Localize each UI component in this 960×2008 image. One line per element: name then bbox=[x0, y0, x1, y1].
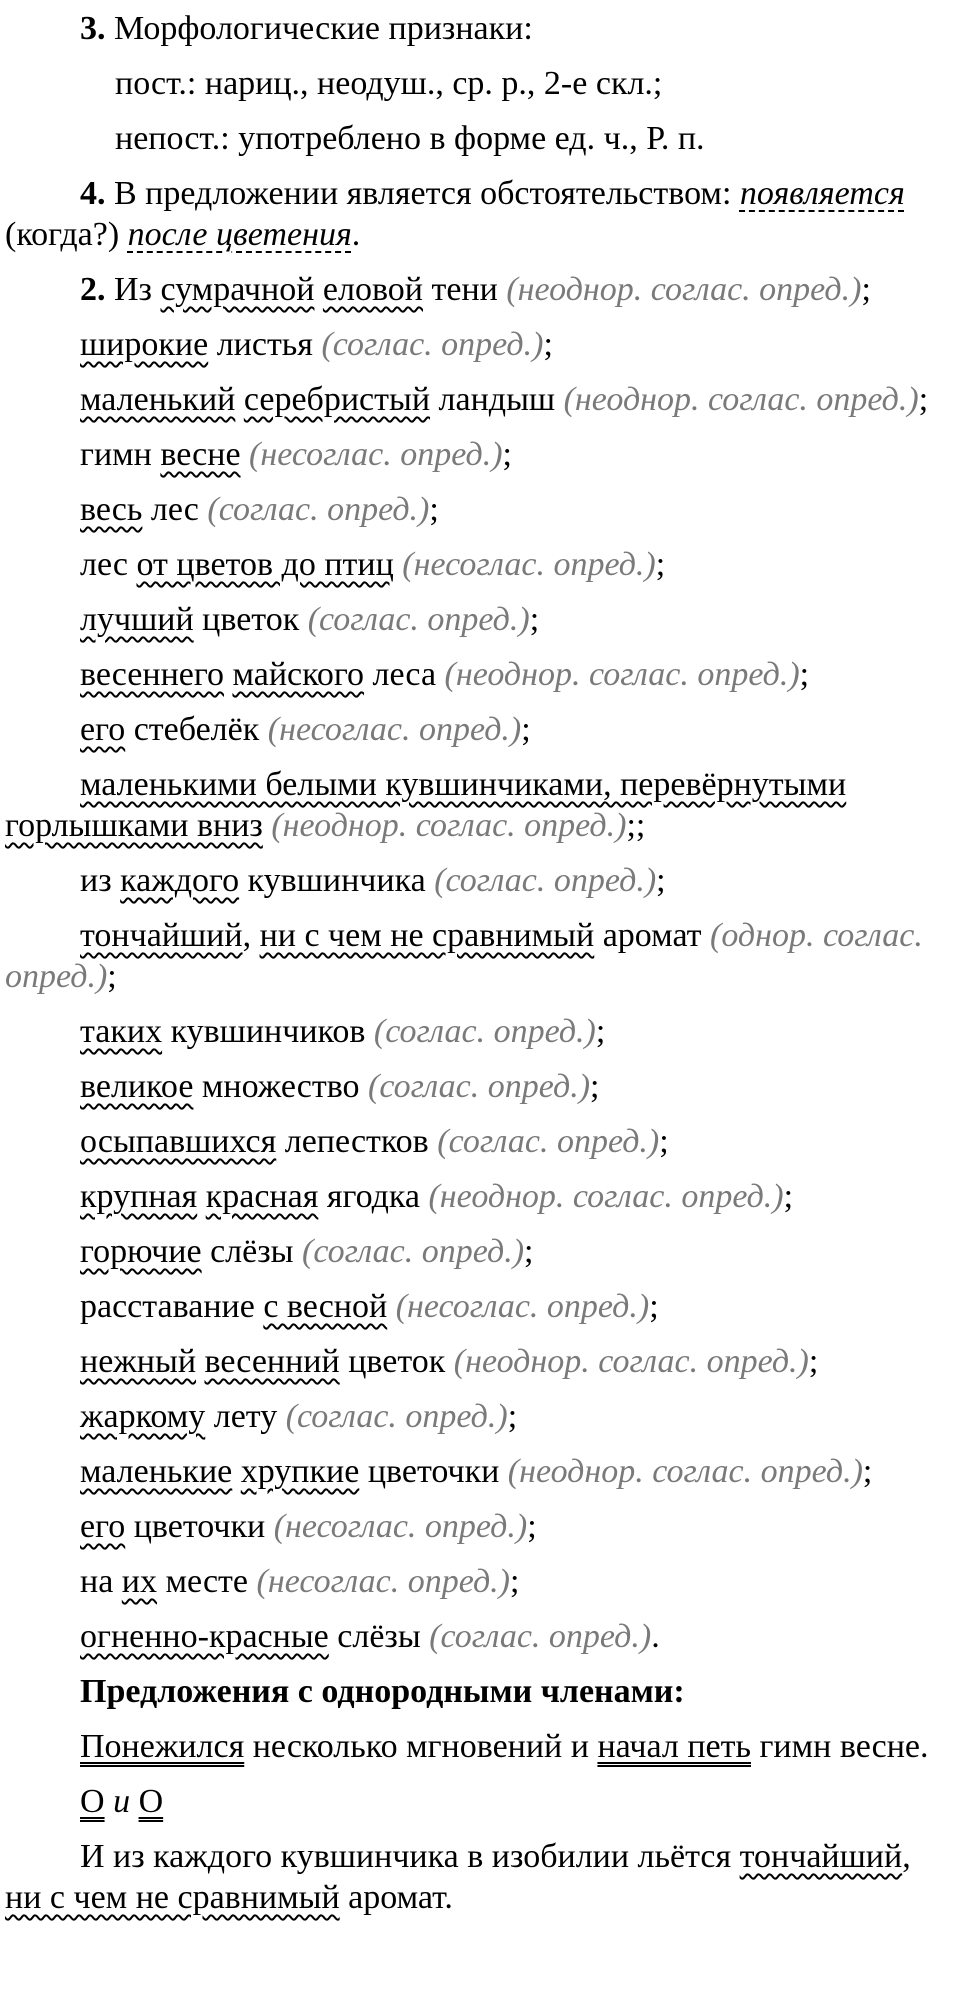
attribute-item bbox=[5, 1066, 952, 1107]
grammar-note: (несоглас. опред.) bbox=[267, 711, 522, 748]
grammar-note: (соглас. опред.) bbox=[307, 601, 530, 638]
section4-phrase: после цветения bbox=[127, 216, 352, 253]
sentence-1-end: гимн весне. bbox=[750, 1728, 929, 1765]
scheme-conj: и bbox=[104, 1783, 139, 1820]
plain-text bbox=[232, 1453, 241, 1490]
underlined-word: майского bbox=[232, 656, 365, 693]
item-end: ; bbox=[656, 862, 666, 899]
underlined-word: его bbox=[80, 1508, 126, 1545]
attribute-item bbox=[5, 1176, 952, 1217]
plain-text: тени bbox=[423, 271, 507, 308]
grammar-note: (неоднор. соглас. опред.) bbox=[444, 656, 800, 693]
plain-text: на bbox=[80, 1563, 122, 1600]
attribute-item bbox=[5, 915, 952, 997]
underlined-word: лучший bbox=[80, 601, 194, 638]
grammar-note: (однор. соглас. опред.) bbox=[5, 917, 923, 995]
grammar-note: (неоднор. соглас. опред.) bbox=[506, 271, 862, 308]
item-end: ; bbox=[655, 546, 666, 583]
underlined-word: от цветов до птиц bbox=[136, 546, 394, 583]
item-end: ; bbox=[527, 1508, 537, 1545]
sentence-1-middle: несколько мгновений и bbox=[244, 1728, 598, 1765]
homogeneous-sentence-1 bbox=[5, 1726, 952, 1767]
section4-question: (когда?) bbox=[5, 216, 120, 253]
plain-text bbox=[394, 546, 403, 583]
attribute-item bbox=[5, 709, 952, 750]
plain-text: цветочки bbox=[359, 1453, 508, 1490]
plain-text bbox=[314, 271, 323, 308]
attribute-item bbox=[5, 1121, 952, 1162]
plain-text: лету bbox=[205, 1398, 286, 1435]
plain-text: слёзы bbox=[328, 1618, 430, 1655]
item-end: ; bbox=[524, 1233, 534, 1270]
plain-text: Из bbox=[114, 271, 161, 308]
grammar-note: (соглас. опред.) bbox=[302, 1233, 525, 1270]
attribute-1: тончайший bbox=[739, 1838, 903, 1875]
underlined-word: весенний bbox=[204, 1343, 340, 1380]
section2-number: 2. bbox=[80, 271, 106, 308]
attribute-item bbox=[5, 1341, 952, 1382]
underlined-word: крупная bbox=[80, 1178, 198, 1215]
underlined-word: горючие bbox=[80, 1233, 202, 1270]
plain-text: стебелёк bbox=[125, 711, 268, 748]
attribute-item bbox=[5, 269, 952, 310]
grammar-note: (неоднор. соглас. опред.) bbox=[453, 1343, 809, 1380]
grammar-note: (соглас. опред.) bbox=[429, 1618, 652, 1655]
section3-variable-features: непост.: употреблено в форме ед. ч., Р. п. bbox=[115, 120, 705, 157]
section3-constant-features: пост.: нариц., неодуш., ср. р., 2-е скл.; bbox=[115, 65, 663, 102]
underlined-word: великое bbox=[80, 1068, 194, 1105]
plain-text: из bbox=[80, 862, 121, 899]
plain-text: аромат bbox=[594, 917, 711, 954]
sentence-2-sep: , bbox=[902, 1838, 911, 1875]
plain-text bbox=[241, 436, 250, 473]
item-end: ; bbox=[107, 958, 117, 995]
grammar-note: (неоднор. соглас. опред.) bbox=[271, 807, 627, 844]
plain-text bbox=[235, 381, 244, 418]
item-end: ;; bbox=[626, 807, 646, 844]
underlined-word: нежный bbox=[80, 1343, 197, 1380]
underlined-word: серебристый bbox=[243, 381, 431, 418]
attribute-item bbox=[5, 1561, 952, 1602]
grammar-note: (соглас. опред.) bbox=[368, 1068, 591, 1105]
item-end: ; bbox=[521, 711, 531, 748]
grammar-note: (соглас. опред.) bbox=[321, 326, 544, 363]
grammar-note: (соглас. опред.) bbox=[373, 1013, 596, 1050]
underlined-word: с весной bbox=[263, 1288, 388, 1325]
section4-number: 4. bbox=[80, 175, 106, 212]
section3-heading bbox=[5, 8, 952, 49]
plain-text bbox=[196, 1343, 205, 1380]
grammar-note: (соглас. опред.) bbox=[437, 1123, 660, 1160]
attribute-item bbox=[5, 434, 952, 475]
grammar-note: (несоглас. опред.) bbox=[256, 1563, 510, 1600]
plain-text: кувшинчиков bbox=[162, 1013, 374, 1050]
sentence-2-end: аромат. bbox=[339, 1879, 453, 1916]
attribute-list bbox=[5, 269, 952, 1657]
underlined-word: ни с чем не сравнимый bbox=[259, 917, 595, 954]
homogeneous-heading-text: Предложения с однородными членами: bbox=[80, 1673, 685, 1710]
attribute-item bbox=[5, 379, 952, 420]
plain-text: гимн bbox=[80, 436, 161, 473]
item-end: ; bbox=[510, 1563, 520, 1600]
grammar-note: (соглас. опред.) bbox=[207, 491, 430, 528]
plain-text: листья bbox=[208, 326, 322, 363]
underlined-word: огненно-красные bbox=[80, 1618, 329, 1655]
plain-text: лепестков bbox=[276, 1123, 438, 1160]
item-end: ; bbox=[783, 1178, 794, 1215]
grammar-note: (соглас. опред.) bbox=[434, 862, 657, 899]
section4-end: . bbox=[351, 216, 361, 253]
scheme-o2: О bbox=[138, 1783, 164, 1820]
underlined-word: маленькие bbox=[80, 1453, 233, 1490]
section4-text: В предложении является обстоятельством: bbox=[114, 175, 732, 212]
item-end: . bbox=[651, 1618, 660, 1655]
underlined-word: тончайший bbox=[80, 917, 243, 954]
underlined-word: маленькими белыми кувшинчиками, перевёрнутыми горлышками вниз bbox=[5, 766, 847, 844]
attribute-item bbox=[5, 324, 952, 365]
attribute-item bbox=[5, 1506, 952, 1547]
section4-paragraph bbox=[5, 173, 952, 255]
underlined-word: их bbox=[121, 1563, 157, 1600]
plain-text: ландыш bbox=[430, 381, 564, 418]
scheme-o1: О bbox=[80, 1783, 105, 1820]
item-end: ; bbox=[862, 1453, 873, 1490]
homogeneous-heading bbox=[5, 1671, 952, 1712]
item-end: ; bbox=[659, 1123, 669, 1160]
grammar-note: (неоднор. соглас. опред.) bbox=[428, 1178, 784, 1215]
item-end: ; bbox=[799, 656, 810, 693]
item-end: ; bbox=[502, 436, 512, 473]
attribute-item bbox=[5, 544, 952, 585]
plain-text: лес bbox=[80, 546, 137, 583]
attribute-item bbox=[5, 860, 952, 901]
attribute-item bbox=[5, 1396, 952, 1437]
section4-verb: появляется bbox=[739, 175, 905, 212]
grammar-note: (неоднор. соглас. опред.) bbox=[507, 1453, 863, 1490]
attribute-item bbox=[5, 1286, 952, 1327]
predicate-2: начал петь bbox=[597, 1728, 751, 1765]
plain-text: расставание bbox=[80, 1288, 264, 1325]
plain-text: цветочки bbox=[125, 1508, 274, 1545]
attribute-item bbox=[5, 599, 952, 640]
section3-number: 3. bbox=[80, 10, 106, 47]
item-end: ; bbox=[649, 1288, 659, 1325]
attribute-item bbox=[5, 1011, 952, 1052]
plain-text: , bbox=[242, 917, 260, 954]
underlined-word: широкие bbox=[80, 326, 209, 363]
plain-text: цветок bbox=[339, 1343, 454, 1380]
plain-text bbox=[387, 1288, 396, 1325]
underlined-word: его bbox=[80, 711, 126, 748]
underlined-word: еловой bbox=[322, 271, 423, 308]
plain-text: ягодка bbox=[318, 1178, 429, 1215]
plain-text: леса bbox=[364, 656, 445, 693]
homogeneous-scheme bbox=[5, 1781, 952, 1822]
item-end: ; bbox=[529, 601, 540, 638]
underlined-word: таких bbox=[80, 1013, 163, 1050]
plain-text: цветок bbox=[193, 601, 308, 638]
grammar-note: (несоглас. опред.) bbox=[402, 546, 656, 583]
underlined-word: сумрачной bbox=[160, 271, 315, 308]
plain-text: месте bbox=[157, 1563, 257, 1600]
section3-title: Морфологические признаки: bbox=[114, 10, 533, 47]
attribute-item bbox=[5, 654, 952, 695]
attribute-item bbox=[5, 764, 952, 846]
grammar-note: (соглас. опред.) bbox=[285, 1398, 508, 1435]
plain-text: лес bbox=[142, 491, 208, 528]
item-end: ; bbox=[507, 1398, 518, 1435]
underlined-word: хрупкие bbox=[240, 1453, 360, 1490]
attribute-2: ни с чем не сравнимый bbox=[5, 1879, 340, 1916]
item-end: ; bbox=[595, 1013, 606, 1050]
sentence-2-start: И из каждого кувшинчика в изобилии льётся bbox=[80, 1838, 740, 1875]
attribute-item bbox=[5, 489, 952, 530]
item-end: ; bbox=[808, 1343, 819, 1380]
item-end: ; bbox=[590, 1068, 600, 1105]
attribute-item bbox=[5, 1451, 952, 1492]
underlined-word: маленький bbox=[80, 381, 236, 418]
grammar-note: (несоглас. опред.) bbox=[395, 1288, 650, 1325]
underlined-word: каждого bbox=[120, 862, 240, 899]
underlined-word: весь bbox=[80, 491, 143, 528]
plain-text: слёзы bbox=[201, 1233, 303, 1270]
item-end: ; bbox=[861, 271, 871, 308]
grammar-note: (несоглас. опред.) bbox=[273, 1508, 528, 1545]
underlined-word: весне bbox=[160, 436, 241, 473]
attribute-item bbox=[5, 1616, 952, 1657]
item-end: ; bbox=[429, 491, 439, 528]
underlined-word: жаркому bbox=[80, 1398, 206, 1435]
predicate-1: Понежился bbox=[80, 1728, 245, 1765]
item-end: ; bbox=[543, 326, 553, 363]
underlined-word: красная bbox=[205, 1178, 319, 1215]
homogeneous-sentence-2 bbox=[5, 1836, 952, 1918]
underlined-word: осыпавшихся bbox=[80, 1123, 277, 1160]
plain-text bbox=[197, 1178, 206, 1215]
attribute-item bbox=[5, 1231, 952, 1272]
underlined-word: весеннего bbox=[80, 656, 224, 693]
grammar-note: (неоднор. соглас. опред.) bbox=[563, 381, 919, 418]
item-end: ; bbox=[918, 381, 929, 418]
plain-text: кувшинчика bbox=[239, 862, 435, 899]
plain-text: множество bbox=[193, 1068, 369, 1105]
grammar-note: (несоглас. опред.) bbox=[249, 436, 503, 473]
